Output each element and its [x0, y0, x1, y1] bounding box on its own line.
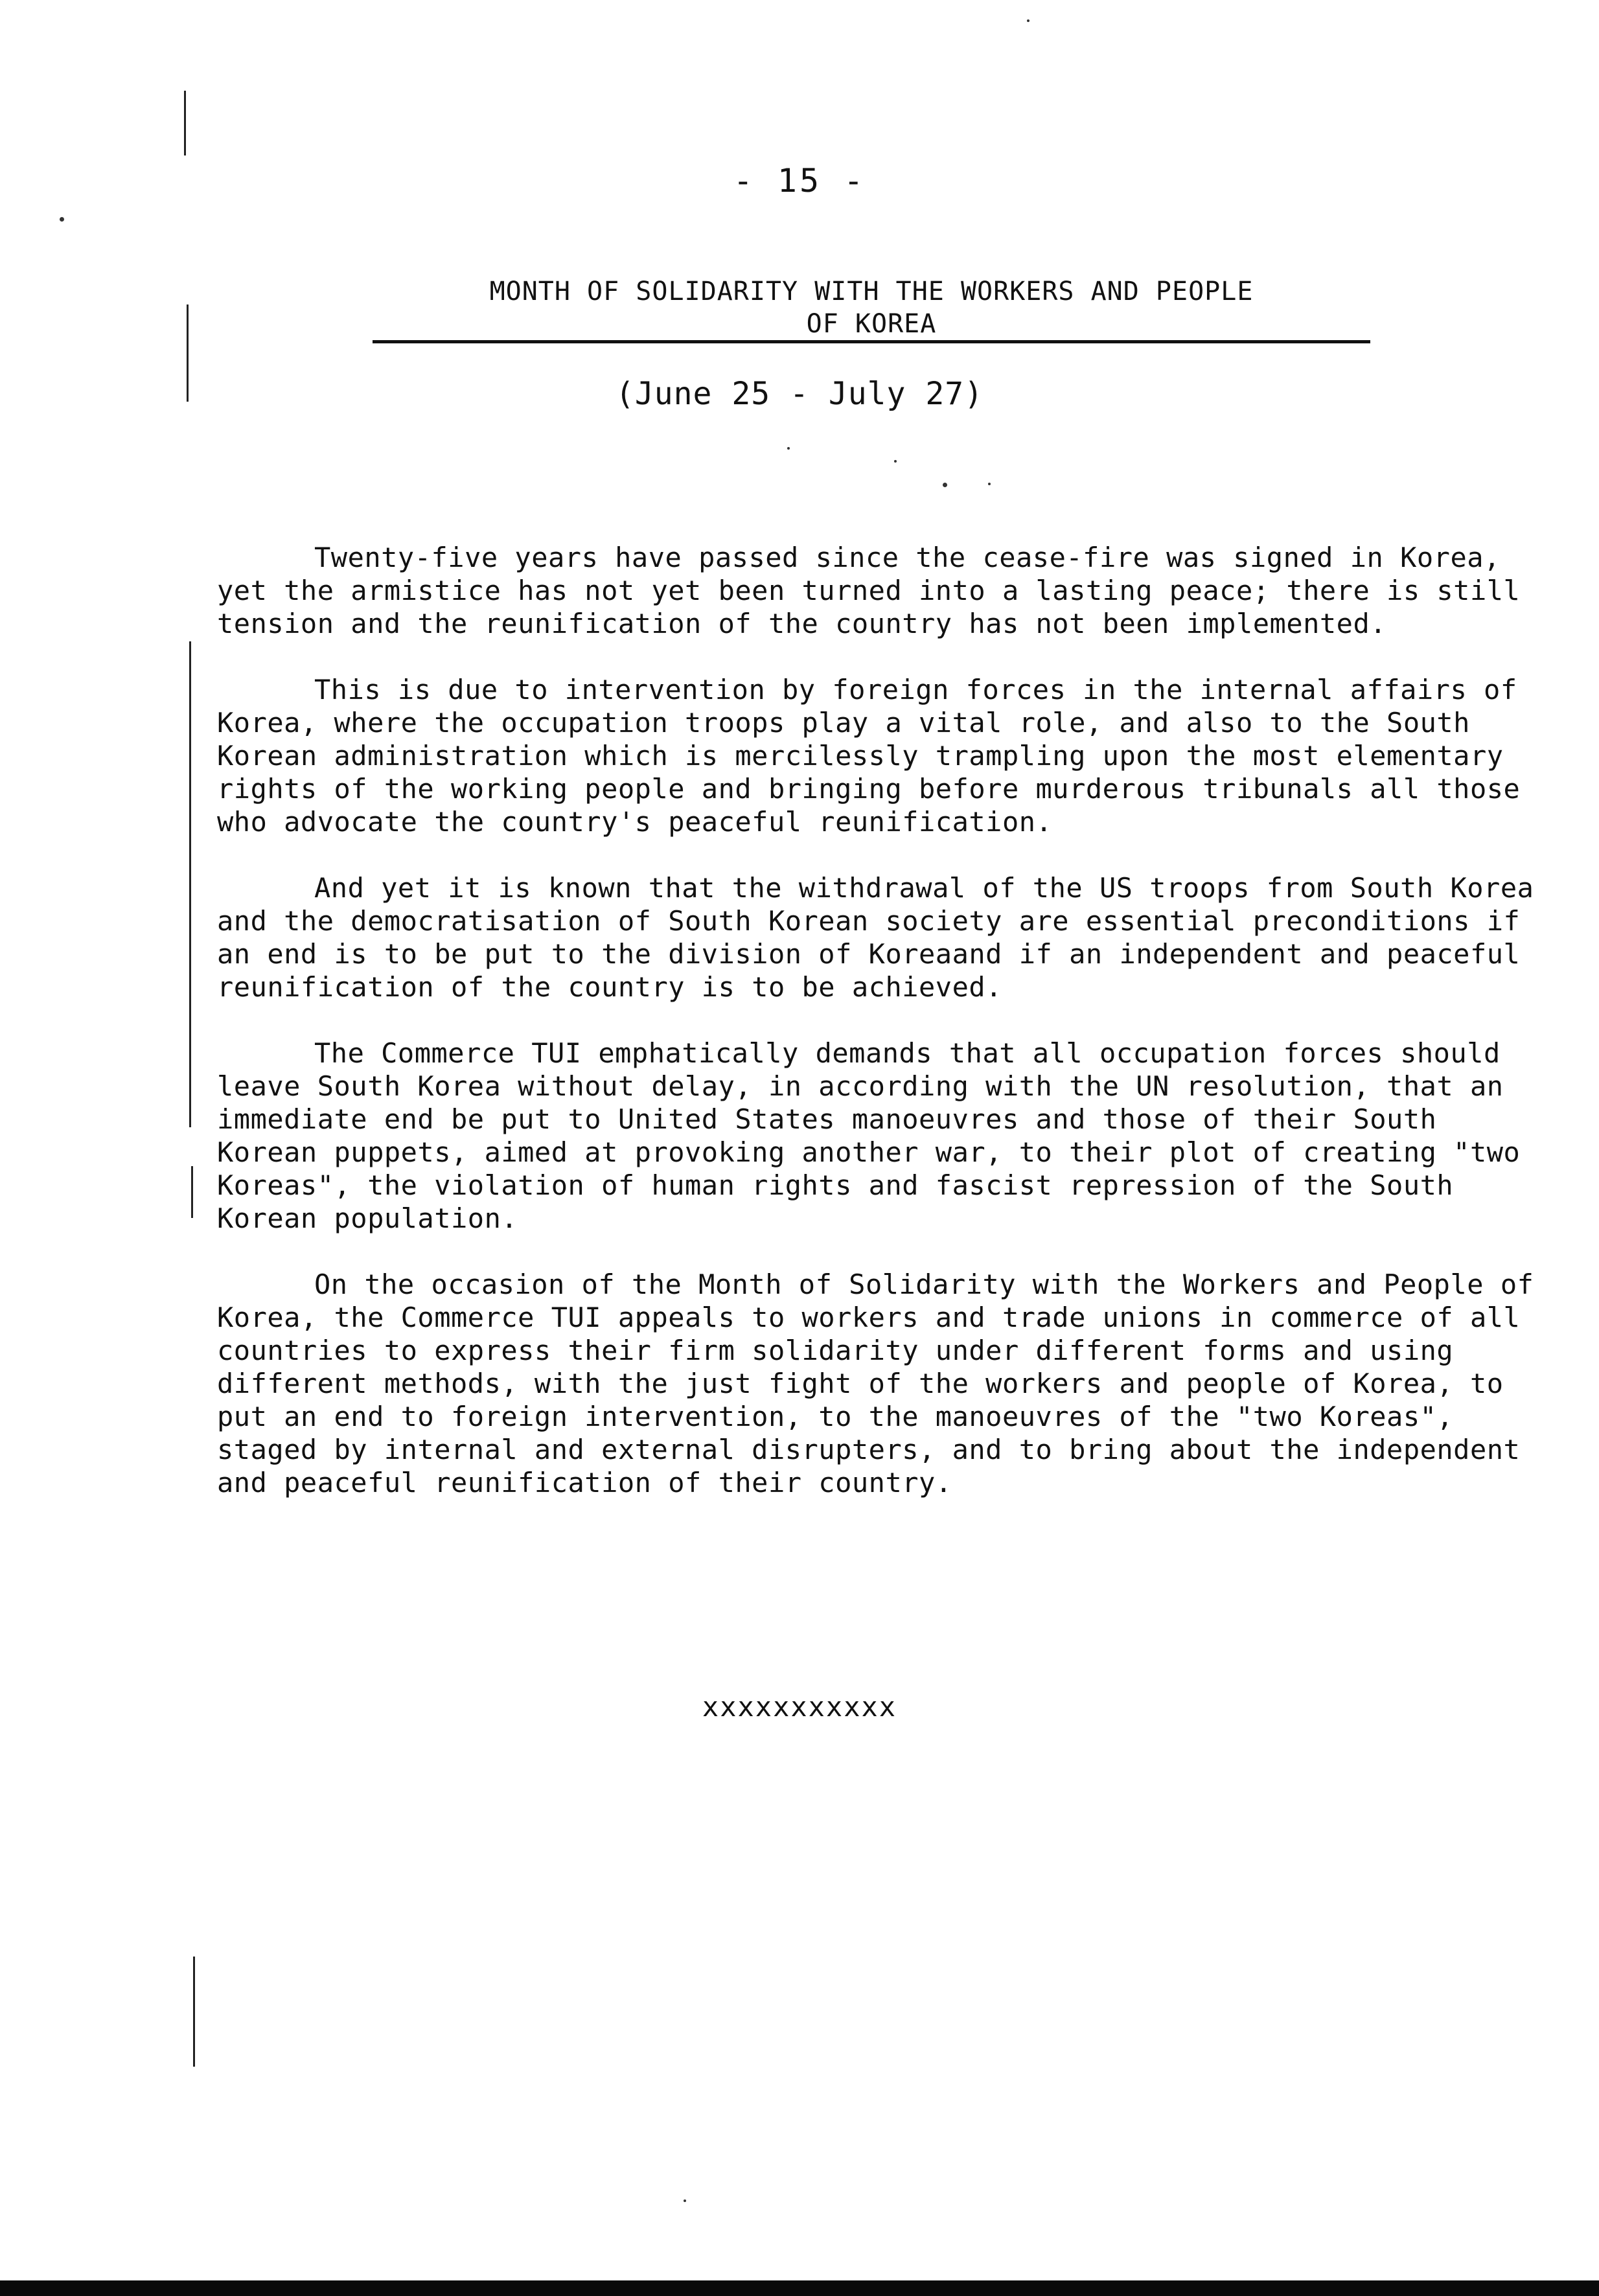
speck — [943, 483, 947, 487]
speck — [787, 447, 790, 450]
paragraph: This is due to intervention by foreign forces in the internal affairs of Korea, where the occupation troops play a vital role, and also to the South Korean administration which is mercilessly trampling upon the most elementary rights of the working people and bringing before murderous tribunals all those who advocate the country's peaceful reunification. — [217, 674, 1521, 838]
speck — [894, 460, 897, 463]
speck — [684, 2199, 686, 2202]
title-line-2: OF KOREA — [806, 309, 937, 339]
speck — [1027, 19, 1030, 22]
margin-line — [191, 1166, 193, 1218]
end-mark: xxxxxxxxxxx — [702, 1691, 897, 1723]
paragraph: And yet it is known that the withdrawal of the US troops from South Korea and the democratisation of South Korean society are essential preconditions if an end is to be put to the division of Koreaand if an independent and peaceful reunification of the country is to be achieved. — [217, 872, 1534, 1003]
paragraph: On the occasion of the Month of Solidarity with the Workers and People of Korea, the Commerce TUI appeals to workers and trade unions in commerce of all countries to express their firm solidarity under different forms and using different methods, with the just fight of the workers and people of Korea, to put an end to foreign intervention, to the manoeuvres of the "two Koreas", staged by internal and external disrupters, and to bring about the independent and peaceful reunification of their country. — [217, 1269, 1534, 1498]
scan-edge — [0, 2280, 1599, 2296]
margin-line — [184, 91, 186, 155]
paragraph: The Commerce TUI emphatically demands that all occupation forces should leave South Korea without delay, in according with the UN resolution, that an immediate end be put to United States manoeuvres and those of their South Korean puppets, aimed at provoking another war, to their plot of creating "two Koreas", the violation of human rights and fascist repression of the South Korean population. — [217, 1037, 1521, 1234]
margin-line — [193, 1957, 195, 2067]
speck — [988, 483, 991, 485]
title-line-1: MONTH OF SOLIDARITY WITH THE WORKERS AND PEOPLE — [489, 277, 1254, 306]
body-text — [217, 541, 1539, 1532]
margin-line — [189, 641, 191, 1127]
paragraph: Twenty-five years have passed since the cease-fire was signed in Korea, yet the armistice has not yet been turned into a lasting peace; there is still tension and the reunification of the country has not been implemented. — [217, 542, 1521, 639]
date-range: (June 25 - July 27) — [615, 376, 984, 412]
title-underline — [373, 340, 1370, 343]
page-number: - 15 - — [733, 162, 866, 200]
speck — [60, 217, 64, 222]
document-title — [373, 275, 1370, 340]
